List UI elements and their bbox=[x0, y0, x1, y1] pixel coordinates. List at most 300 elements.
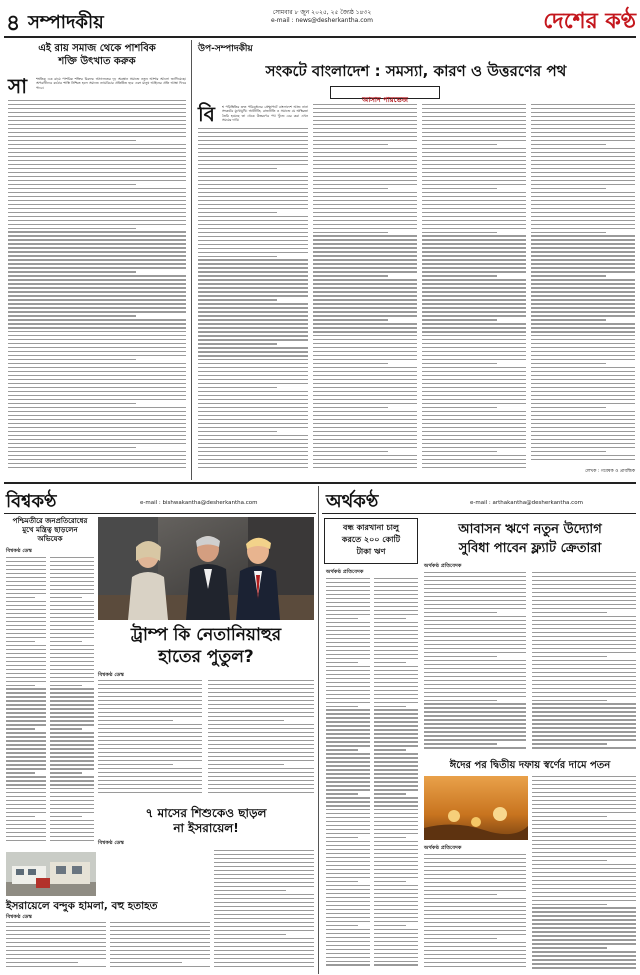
text-line bbox=[6, 958, 106, 959]
text-line bbox=[422, 168, 526, 169]
text-line bbox=[532, 828, 636, 829]
text-line bbox=[532, 876, 636, 877]
world-story2-body-a bbox=[98, 680, 202, 798]
text-line bbox=[531, 347, 635, 348]
text-line bbox=[532, 688, 636, 689]
column-divider-1 bbox=[191, 40, 192, 480]
text-line bbox=[50, 804, 94, 805]
text-line bbox=[8, 407, 186, 408]
text-line bbox=[531, 371, 635, 372]
text-line bbox=[198, 315, 308, 316]
text-line bbox=[6, 784, 46, 785]
text-line bbox=[198, 399, 308, 400]
text-line bbox=[531, 459, 635, 460]
world-story3-headline-line1: ৭ মাসের শিশুকেও ছাড়ল bbox=[145, 806, 267, 820]
text-line bbox=[6, 728, 35, 729]
text-line bbox=[50, 625, 94, 626]
text-line bbox=[8, 112, 186, 113]
text-line bbox=[6, 677, 46, 678]
text-line bbox=[313, 455, 417, 456]
text-line bbox=[374, 706, 406, 707]
world-story3-headline bbox=[98, 806, 314, 836]
text-line bbox=[374, 690, 418, 691]
text-line bbox=[374, 606, 418, 607]
text-line bbox=[313, 136, 417, 137]
text-line bbox=[8, 212, 186, 213]
text-line bbox=[422, 435, 526, 436]
text-line bbox=[531, 208, 635, 209]
text-line bbox=[198, 447, 308, 448]
text-line bbox=[8, 224, 186, 225]
text-line bbox=[313, 323, 417, 324]
text-line bbox=[313, 419, 417, 420]
text-line bbox=[6, 828, 46, 829]
text-line bbox=[532, 808, 636, 809]
text-line bbox=[532, 892, 636, 893]
text-line bbox=[50, 685, 82, 686]
text-line bbox=[531, 455, 635, 456]
text-line bbox=[532, 576, 636, 577]
text-line bbox=[424, 922, 526, 923]
text-line bbox=[326, 957, 370, 958]
text-line bbox=[50, 653, 94, 654]
text-line bbox=[313, 463, 417, 464]
text-line bbox=[313, 431, 417, 432]
text-line bbox=[98, 752, 202, 753]
text-line bbox=[531, 419, 635, 420]
text-line bbox=[6, 764, 46, 765]
text-line bbox=[424, 914, 526, 915]
world-story4-body-b bbox=[110, 922, 210, 972]
text-line bbox=[531, 387, 635, 388]
text-line bbox=[532, 900, 636, 901]
text-line bbox=[326, 610, 370, 611]
text-line bbox=[6, 665, 46, 666]
text-line bbox=[98, 684, 202, 685]
text-line bbox=[50, 748, 94, 749]
text-line bbox=[531, 148, 635, 149]
text-line bbox=[208, 704, 314, 705]
text-line bbox=[424, 747, 526, 748]
world-story1-byline: বিশ্বকণ্ঠ ডেস্ক bbox=[6, 548, 33, 554]
text-line bbox=[326, 809, 370, 810]
economy-email[interactable]: e-mail : arthakantha@desherkantha.com bbox=[470, 500, 583, 506]
text-line bbox=[532, 780, 636, 781]
text-line bbox=[198, 319, 308, 320]
text-line bbox=[8, 287, 186, 288]
text-line bbox=[8, 291, 186, 292]
text-line bbox=[6, 708, 46, 709]
economy-header-rule bbox=[322, 513, 636, 514]
text-line bbox=[313, 216, 417, 217]
text-line bbox=[214, 850, 314, 851]
text-line bbox=[374, 753, 418, 754]
text-line bbox=[50, 724, 94, 725]
text-line bbox=[313, 331, 417, 332]
text-line bbox=[531, 427, 635, 428]
text-line bbox=[531, 247, 635, 248]
text-line bbox=[313, 443, 417, 444]
text-line bbox=[313, 299, 417, 300]
economy-story1-headline-line1: বন্ধ কারখানা চালু bbox=[343, 523, 399, 532]
text-line bbox=[110, 962, 182, 963]
text-line bbox=[8, 315, 136, 316]
text-line bbox=[422, 363, 497, 364]
text-line bbox=[326, 638, 370, 639]
text-line bbox=[98, 692, 202, 693]
text-line bbox=[313, 263, 417, 264]
text-line bbox=[422, 208, 526, 209]
text-line bbox=[422, 247, 526, 248]
text-line bbox=[313, 267, 417, 268]
text-line bbox=[422, 371, 526, 372]
text-line bbox=[531, 367, 635, 368]
text-line bbox=[198, 455, 308, 456]
text-line bbox=[6, 840, 46, 841]
text-line bbox=[198, 287, 308, 288]
world-story1-headline-line3: অভিযেক bbox=[37, 535, 63, 543]
text-line bbox=[50, 720, 94, 721]
text-line bbox=[326, 845, 370, 846]
text-line bbox=[8, 184, 136, 185]
text-line bbox=[531, 259, 635, 260]
text-line bbox=[326, 741, 370, 742]
text-line bbox=[422, 439, 526, 440]
text-line bbox=[422, 351, 526, 352]
text-line bbox=[8, 239, 186, 240]
text-line bbox=[374, 626, 418, 627]
text-line bbox=[313, 315, 417, 316]
text-line bbox=[326, 833, 370, 834]
text-line bbox=[422, 399, 526, 400]
text-line bbox=[374, 785, 418, 786]
text-line bbox=[422, 287, 526, 288]
text-line bbox=[326, 729, 370, 730]
text-line bbox=[531, 279, 635, 280]
text-line bbox=[313, 220, 417, 221]
text-line bbox=[50, 645, 94, 646]
text-line bbox=[531, 184, 635, 185]
text-line bbox=[424, 711, 526, 712]
text-line bbox=[198, 331, 308, 332]
economy-story1-body-b bbox=[374, 578, 418, 972]
sub-editorial-col1 bbox=[198, 128, 308, 475]
sub-editorial-col4 bbox=[531, 104, 635, 464]
text-line bbox=[6, 808, 46, 809]
text-line bbox=[532, 640, 636, 641]
text-line bbox=[374, 961, 418, 962]
economy-story1-byline: অর্থকণ্ঠ প্রতিবেদক bbox=[326, 569, 364, 575]
text-line bbox=[374, 869, 418, 870]
text-line bbox=[198, 351, 308, 352]
text-line bbox=[8, 359, 136, 360]
text-line bbox=[422, 164, 526, 165]
text-line bbox=[422, 235, 526, 236]
text-line bbox=[198, 140, 308, 141]
text-line bbox=[6, 744, 46, 745]
text-line bbox=[531, 180, 635, 181]
text-line bbox=[198, 168, 277, 169]
text-line bbox=[50, 565, 94, 566]
text-line bbox=[532, 707, 636, 708]
text-line bbox=[326, 761, 370, 762]
text-line bbox=[532, 935, 636, 936]
text-line bbox=[313, 367, 417, 368]
text-line bbox=[98, 700, 202, 701]
text-line bbox=[374, 789, 418, 790]
world-email[interactable]: e-mail : bishwakantha@desherkantha.com bbox=[140, 500, 258, 506]
text-line bbox=[198, 216, 308, 217]
text-line bbox=[313, 351, 417, 352]
text-line bbox=[424, 648, 526, 649]
text-line bbox=[313, 415, 417, 416]
text-line bbox=[531, 431, 635, 432]
text-line bbox=[6, 740, 46, 741]
text-line bbox=[198, 339, 308, 340]
text-line bbox=[422, 315, 526, 316]
text-line bbox=[422, 271, 526, 272]
text-line bbox=[50, 800, 94, 801]
text-line bbox=[313, 399, 417, 400]
text-line bbox=[424, 580, 526, 581]
text-line bbox=[531, 255, 635, 256]
text-line bbox=[422, 375, 526, 376]
text-line bbox=[374, 877, 418, 878]
text-line bbox=[422, 192, 526, 193]
text-line bbox=[208, 708, 314, 709]
text-line bbox=[198, 303, 308, 304]
text-line bbox=[313, 451, 388, 452]
text-line bbox=[326, 662, 358, 663]
text-line bbox=[326, 745, 370, 746]
text-line bbox=[532, 723, 636, 724]
text-line bbox=[531, 239, 635, 240]
text-line bbox=[326, 769, 370, 770]
text-line bbox=[198, 355, 308, 356]
text-line bbox=[8, 363, 186, 364]
text-line bbox=[422, 112, 526, 113]
text-line bbox=[8, 351, 186, 352]
text-line bbox=[424, 898, 526, 899]
text-line bbox=[422, 307, 526, 308]
text-line bbox=[424, 668, 526, 669]
text-line bbox=[50, 641, 82, 642]
text-line bbox=[6, 926, 106, 927]
text-line bbox=[374, 829, 418, 830]
text-line bbox=[198, 220, 308, 221]
text-line bbox=[198, 419, 308, 420]
text-line bbox=[424, 636, 526, 637]
text-line bbox=[313, 283, 417, 284]
text-line bbox=[531, 156, 635, 157]
text-line bbox=[424, 688, 526, 689]
text-line bbox=[313, 140, 417, 141]
text-line bbox=[198, 236, 308, 237]
text-line bbox=[424, 660, 526, 661]
text-line bbox=[6, 569, 46, 570]
text-line bbox=[6, 836, 46, 837]
text-line bbox=[326, 777, 370, 778]
economy-story3-headline: ঈদের পর দ্বিতীয় দফায় স্বর্ণের দামে পতন bbox=[449, 760, 611, 771]
text-line bbox=[374, 813, 418, 814]
text-line bbox=[424, 950, 526, 951]
text-line bbox=[531, 164, 635, 165]
text-line bbox=[50, 824, 94, 825]
text-line bbox=[50, 581, 94, 582]
text-line bbox=[374, 745, 418, 746]
text-line bbox=[6, 962, 78, 963]
text-line bbox=[8, 148, 186, 149]
text-line bbox=[374, 853, 418, 854]
sub-editorial-label: উপ-সম্পাদকীয় bbox=[198, 44, 253, 54]
text-line bbox=[374, 682, 418, 683]
text-line bbox=[422, 279, 526, 280]
text-line bbox=[8, 220, 186, 221]
text-line bbox=[422, 148, 526, 149]
text-line bbox=[532, 588, 636, 589]
text-line bbox=[6, 930, 106, 931]
text-line bbox=[214, 902, 314, 903]
text-line bbox=[326, 765, 370, 766]
text-line bbox=[6, 597, 35, 598]
text-line bbox=[6, 772, 35, 773]
text-line bbox=[50, 657, 94, 658]
text-line bbox=[50, 728, 82, 729]
text-line bbox=[532, 703, 636, 704]
text-line bbox=[422, 251, 526, 252]
text-line bbox=[424, 592, 526, 593]
header-email[interactable]: e-mail : news@desherkantha.com bbox=[270, 17, 374, 24]
text-line bbox=[531, 112, 635, 113]
text-line bbox=[50, 760, 94, 761]
leaders-photo-image bbox=[98, 517, 314, 620]
text-line bbox=[8, 303, 186, 304]
text-line bbox=[532, 812, 636, 813]
gold-photo bbox=[424, 776, 528, 840]
text-line bbox=[208, 772, 314, 773]
text-line bbox=[313, 467, 417, 468]
text-line bbox=[532, 776, 636, 777]
text-line bbox=[6, 573, 46, 574]
text-line bbox=[532, 896, 636, 897]
text-line bbox=[313, 212, 417, 213]
text-line bbox=[374, 901, 418, 902]
text-line bbox=[422, 140, 526, 141]
text-line bbox=[198, 467, 308, 468]
text-line bbox=[424, 596, 526, 597]
text-line bbox=[313, 343, 417, 344]
text-line bbox=[214, 914, 314, 915]
text-line bbox=[532, 884, 636, 885]
text-line bbox=[313, 172, 417, 173]
text-line bbox=[374, 702, 418, 703]
text-line bbox=[422, 331, 526, 332]
masthead-logo: দেশের কণ্ঠ bbox=[543, 9, 636, 34]
text-line bbox=[6, 812, 46, 813]
text-line bbox=[532, 668, 636, 669]
text-line bbox=[531, 315, 635, 316]
text-line bbox=[50, 756, 94, 757]
text-line bbox=[424, 934, 526, 935]
text-line bbox=[6, 681, 46, 682]
text-line bbox=[424, 894, 497, 895]
text-line bbox=[50, 589, 94, 590]
text-line bbox=[532, 907, 636, 908]
text-line bbox=[532, 836, 636, 837]
text-line bbox=[214, 906, 314, 907]
text-line bbox=[532, 904, 607, 905]
text-line bbox=[198, 164, 308, 165]
text-line bbox=[422, 116, 526, 117]
text-line bbox=[531, 116, 635, 117]
text-line bbox=[531, 399, 635, 400]
text-line bbox=[424, 672, 526, 673]
text-line bbox=[50, 681, 94, 682]
text-line bbox=[8, 395, 186, 396]
text-line bbox=[424, 723, 526, 724]
text-line bbox=[8, 427, 186, 428]
text-line bbox=[50, 557, 94, 558]
text-line bbox=[422, 367, 526, 368]
text-line bbox=[374, 873, 418, 874]
text-line bbox=[50, 573, 94, 574]
text-line bbox=[374, 793, 406, 794]
text-line bbox=[326, 582, 370, 583]
text-line bbox=[8, 176, 186, 177]
text-line bbox=[50, 577, 94, 578]
text-line bbox=[374, 769, 418, 770]
text-line bbox=[313, 391, 417, 392]
text-line bbox=[422, 243, 526, 244]
text-line bbox=[8, 451, 186, 452]
text-line bbox=[313, 407, 388, 408]
text-line bbox=[424, 588, 526, 589]
text-line bbox=[198, 371, 308, 372]
text-line bbox=[532, 727, 636, 728]
text-line bbox=[424, 684, 526, 685]
text-line bbox=[313, 271, 417, 272]
text-line bbox=[214, 878, 314, 879]
text-line bbox=[326, 622, 370, 623]
text-line bbox=[8, 152, 186, 153]
text-line bbox=[374, 622, 418, 623]
text-line bbox=[374, 654, 418, 655]
text-line bbox=[6, 800, 46, 801]
author-box bbox=[330, 86, 440, 104]
text-line bbox=[532, 684, 636, 685]
text-line bbox=[198, 311, 308, 312]
text-line bbox=[531, 196, 635, 197]
text-line bbox=[214, 930, 314, 931]
text-line bbox=[98, 712, 202, 713]
text-line bbox=[374, 602, 418, 603]
text-line bbox=[374, 897, 418, 898]
text-line bbox=[531, 108, 635, 109]
world-story1-headline-line1: পশ্চিমতীরে জনপ্রতিরোধের bbox=[12, 517, 88, 525]
text-line bbox=[198, 160, 308, 161]
text-line bbox=[326, 618, 358, 619]
text-line bbox=[326, 654, 370, 655]
text-line bbox=[532, 852, 636, 853]
text-line bbox=[374, 833, 418, 834]
text-line bbox=[326, 698, 370, 699]
text-line bbox=[198, 148, 308, 149]
text-line bbox=[8, 259, 186, 260]
text-line bbox=[214, 910, 314, 911]
text-line bbox=[374, 964, 418, 965]
text-line bbox=[6, 966, 106, 967]
text-line bbox=[198, 248, 308, 249]
